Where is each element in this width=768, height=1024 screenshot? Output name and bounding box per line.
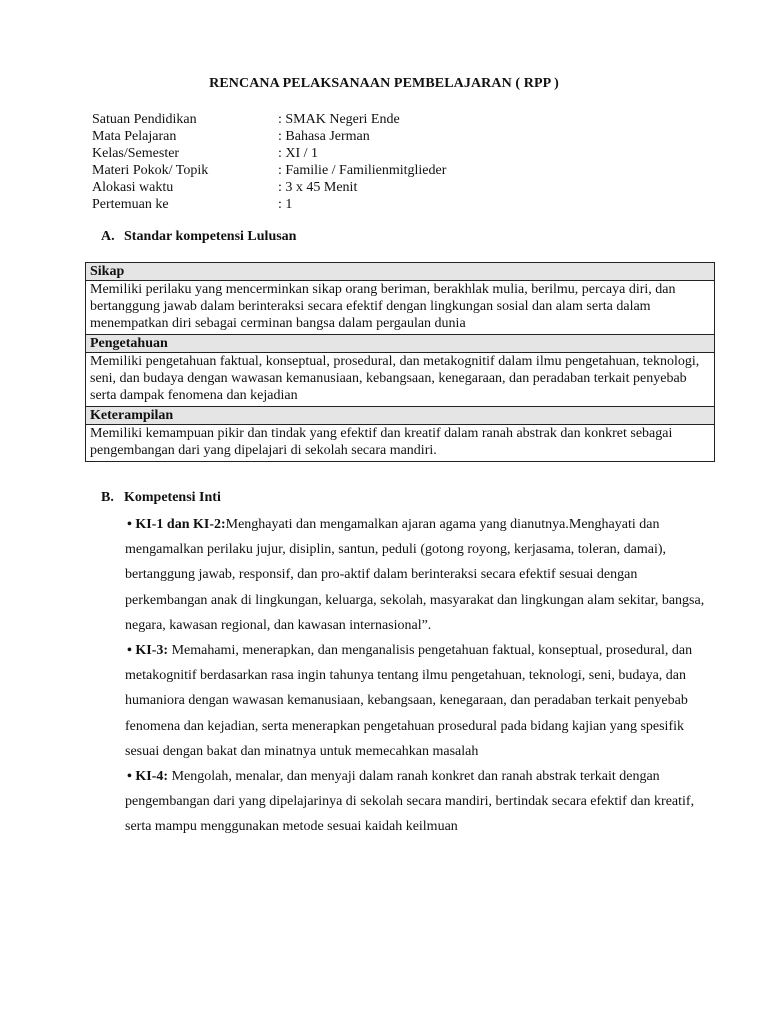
ki-item-1-2 — [125, 512, 710, 638]
info-label: Satuan Pendidikan — [92, 112, 197, 127]
section-b-letter: B. — [101, 490, 114, 505]
info-separator: : — [278, 129, 282, 144]
info-value-text: Familie / Familienmitglieder — [281, 163, 447, 178]
info-value — [278, 196, 446, 213]
bullet-icon: • — [127, 517, 132, 532]
page-title: RENCANA PELAKSANAAN PEMBELAJARAN ( RPP ) — [209, 76, 559, 91]
info-label: Pertemuan ke — [92, 197, 169, 212]
info-row-kelas-semester — [92, 145, 446, 162]
section-a-heading — [101, 229, 296, 245]
info-separator: : — [278, 112, 282, 127]
info-value — [278, 128, 446, 145]
section-b-title: Kompetensi Inti — [124, 490, 221, 505]
info-label: Alokasi waktu — [92, 180, 174, 195]
ki-item-3 — [125, 638, 710, 764]
info-row-pertemuan-ke — [92, 196, 446, 213]
skl-head-sikap: Sikap — [86, 263, 714, 281]
info-value-text: Bahasa Jerman — [281, 129, 370, 144]
info-value-text: 1 — [285, 197, 293, 212]
info-separator: : — [278, 180, 282, 195]
bullet-icon: • — [127, 643, 132, 659]
ki-list — [125, 512, 710, 840]
info-separator: : — [278, 197, 282, 212]
info-row-materi-pokok — [92, 162, 446, 179]
skl-body-sikap: Memiliki perilaku yang mencerminkan sikap orang beriman, berakhlak mulia, berilmu, percaya diri, dan bertanggung jawab dalam berinteraksi secara efektif dengan lingkungan sosial dan alam serta dalam menempatkan diri sebagai cerminan bangsa dalam pergaulan dunia — [86, 281, 714, 335]
info-value-text: XI / 1 — [281, 146, 319, 161]
skl-head-keterampilan: Keterampilan — [86, 407, 714, 425]
info-row-mata-pelajaran — [92, 128, 446, 145]
skl-body-pengetahuan: Memiliki pengetahuan faktual, konseptual, prosedural, dan metakognitif dalam ilmu pengetahuan, teknologi, seni, dan budaya dengan wawasan kemanusiaan, kebangsaan, kenegaraan, dan peradaban terkait penyebab serta dampak fenomena dan kejadian — [86, 353, 714, 407]
ki-text: Menghayati dan mengamalkan ajaran agama yang dianutnya.Menghayati dan mengamalkan perilaku jujur, disiplin, santun, peduli (gotong royong, kerjasama, toleran, damai), bertanggung jawab, responsif, dan pro-aktif dalam berinteraksi secara efektif sesuai dengan perkembangan anak di lingkungan, keluarga, sekolah, masyarakat dan lingkungan alam sekitar, bangsa, negara, kawasan regional, dan kawasan internasional”. — [125, 517, 705, 633]
info-label: Kelas/Semester — [92, 146, 180, 161]
skl-head-pengetahuan: Pengetahuan — [86, 335, 714, 353]
info-label: Mata Pelajaran — [92, 129, 177, 144]
info-value-text: SMAK Negeri Ende — [281, 112, 400, 127]
info-label: Materi Pokok/ Topik — [92, 163, 209, 178]
skl-table — [85, 262, 715, 462]
ki-label: KI-3: — [135, 643, 169, 659]
section-a-title: Standar kompetensi Lulusan — [124, 229, 297, 244]
bullet-icon: • — [127, 769, 132, 785]
section-a-letter: A. — [101, 229, 115, 244]
info-value-text: 3 x 45 Menit — [281, 180, 358, 195]
info-value — [278, 162, 446, 179]
ki-text: Memahami, menerapkan, dan menganalisis pengetahuan faktual, konseptual, prosedural, dan metakognitif berdasarkan rasa ingin tahunya tentang ilmu pengetahuan, teknologi, seni, budaya, dan humaniora dengan wawasan kemanusiaan, kebangsaan, kenegaraan, dan peradaban terkait penyebab fenomena dan kejadian, serta menerapkan pengetahuan prosedural pada bidang kajian yang spesifik sesuai dengan bakat dan minatnya untuk memecahkan masalah — [125, 643, 693, 759]
info-row-alokasi-waktu — [92, 179, 446, 196]
skl-body-keterampilan: Memiliki kemampuan pikir dan tindak yang efektif dan kreatif dalam ranah abstrak dan konkret sebagai pengembangan dari yang dipelajari di sekolah secara mandiri. — [86, 425, 714, 462]
info-value — [278, 145, 446, 162]
info-value — [278, 111, 446, 128]
info-separator: : — [278, 146, 282, 161]
ki-label: KI-4: — [135, 769, 169, 785]
info-value — [278, 179, 446, 196]
section-b-heading — [101, 490, 221, 506]
ki-text: Mengolah, menalar, dan menyaji dalam ranah konkret dan ranah abstrak terkait dengan pengembangan dari yang dipelajarinya di sekolah secara mandiri, bertindak secara efektif dan kreatif, serta mampu menggunakan metode sesuai kaidah keilmuan — [125, 769, 695, 835]
info-separator: : — [278, 163, 282, 178]
info-row-satuan-pendidikan — [92, 111, 446, 128]
identity-table — [92, 111, 446, 213]
ki-label: KI-1 dan KI-2: — [135, 517, 226, 532]
ki-item-4 — [125, 764, 710, 840]
